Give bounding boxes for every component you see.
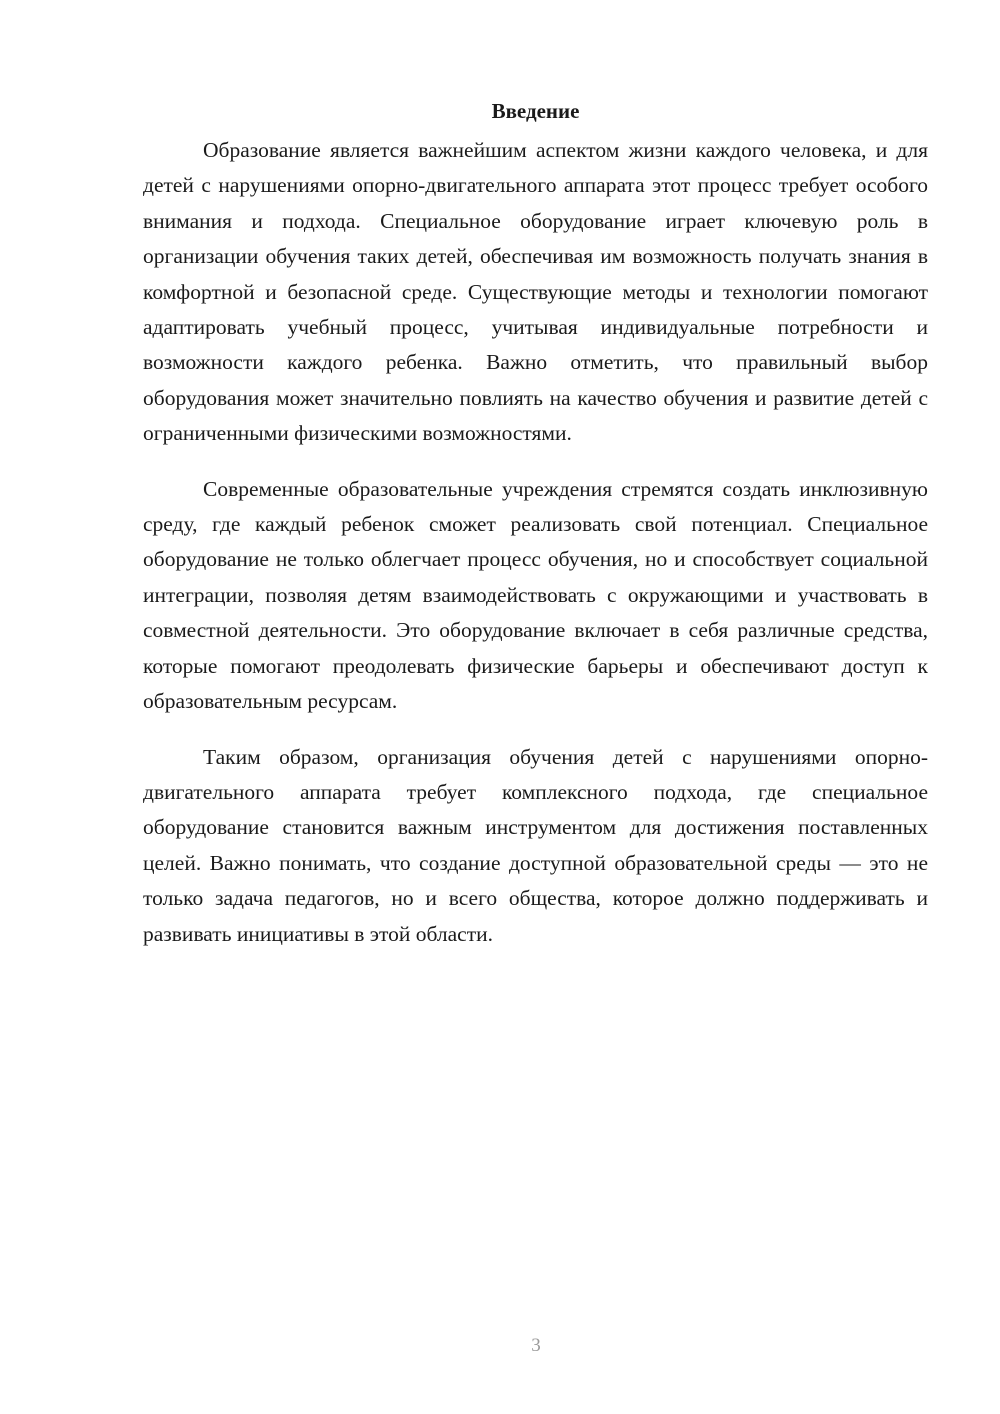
page-number: 3 [531,1335,541,1356]
section-heading: Введение [491,99,580,123]
paragraph-3: Таким образом, организация обучения детей с нарушениями опорно-двигательного аппарата требует комплексного подхода, где специальное оборудование становится важным инструментом для достижения поставленных целей. Важно понимать, что создание доступной образовательной среды — это не только задача педагогов, но и всего общества, которое должно поддерживать и развивать инициативы в этой области. [143,744,928,946]
paragraph-1: Образование является важнейшим аспектом жизни каждого человека, и для детей с нарушениями опорно-двигательного аппарата этот процесс требует особого внимания и подхода. Специальное оборудование играет ключевую роль в организации обучения таких детей, обеспечивая им возможность получать знания в комфортной и безопасной среде. Существующие методы и технологии помогают адаптировать учебный процесс, учитывая индивидуальные потребности и возможности каждого ребенка. Важно отметить, что правильный выбор оборудования может значительно повлиять на качество обучения и развитие детей с ограниченными физическими возможностями. [143,138,928,446]
page-content [143,96,928,972]
paragraph-2: Современные образовательные учреждения стремятся создать инклюзивную среду, где каждый ребенок сможет реализовать свой потенциал. Специальное оборудование не только облегчает процесс обучения, но и способствует социальной интеграции, позволяя детям взаимодействовать с окружающими и участвовать в совместной деятельности. Это оборудование включает в себя различные средства, которые помогают преодолевать физические барьеры и обеспечивают доступ к образовательным ресурсам. [143,476,928,714]
